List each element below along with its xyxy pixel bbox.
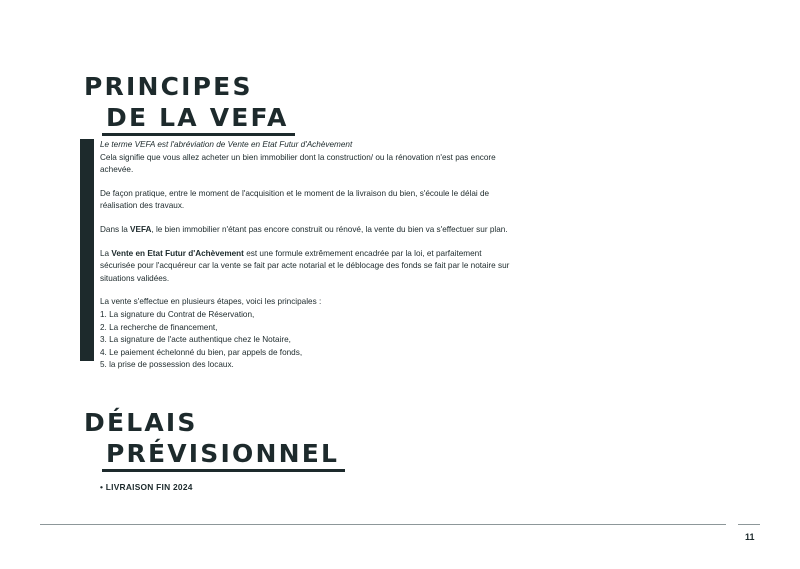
footer-rule-left <box>40 524 726 525</box>
accent-bar <box>80 139 94 361</box>
step-item: 5. la prise de possession des locaux. <box>100 360 234 370</box>
paragraph-3-run-1: Dans la <box>100 224 131 234</box>
section-heading-principes <box>80 72 295 136</box>
footer-rule-right <box>738 524 760 525</box>
paragraph-2 <box>100 188 510 213</box>
paragraph-4-run-3: est une formule extrêmement encadrée par la loi, et parfaitement sécurisée pour l'acquéreur car la vente se fait par acte notarial et le déblocage des fonds se fait par le notaire sur situations validées. <box>100 248 510 283</box>
step-item: 1. La signature du Contrat de Réservation, <box>100 309 255 319</box>
paragraph-1-run-2: Cela signifie que vous allez acheter un bien immobilier dont la construction/ ou la rénovation n'est pas encore achevée. <box>100 152 496 175</box>
heading-line-2: DE LA VEFA <box>102 103 295 137</box>
section-heading-delais <box>80 408 345 472</box>
steps-intro: La vente s'effectue en plusieurs étapes, voici les principales : <box>100 297 322 307</box>
paragraph-1 <box>100 139 510 177</box>
page-number: 11 <box>745 532 755 542</box>
paragraph-1-run-1: Le terme VEFA est l'abréviation de Vente en Etat Futur d'Achèvement <box>100 140 353 149</box>
body-column-principes <box>80 139 510 372</box>
paragraph-4-run-2: Vente en Etat Futur d'Achèvement <box>111 248 244 258</box>
body-text-principes <box>100 139 510 372</box>
step-item: 3. La signature de l'acte authentique chez le Notaire, <box>100 335 291 345</box>
heading-line-1: DÉLAIS <box>84 408 198 437</box>
paragraph-4-run-1: La <box>100 248 112 258</box>
steps-block <box>100 296 510 372</box>
heading-line-1: PRINCIPES <box>84 72 253 101</box>
delais-bullet: • LIVRAISON FIN 2024 <box>100 482 193 492</box>
paragraph-3-run-3: , le bien immobilier n'étant pas encore construit ou rénové, la vente du bien va s'effectuer sur plan. <box>151 224 508 234</box>
paragraph-4 <box>100 248 510 286</box>
step-item: 2. La recherche de financement, <box>100 322 218 332</box>
paragraph-3-run-2: VEFA <box>130 224 152 234</box>
paragraph-3 <box>100 224 510 237</box>
heading-line-2: PRÉVISIONNEL <box>102 439 345 473</box>
step-item: 4. Le paiement échelonné du bien, par appels de fonds, <box>100 347 303 357</box>
paragraph-2-run-1: De façon pratique, entre le moment de l'acquisition et le moment de la livraison du bien, s'écoule le délai de réalisation des travaux. <box>100 188 490 211</box>
